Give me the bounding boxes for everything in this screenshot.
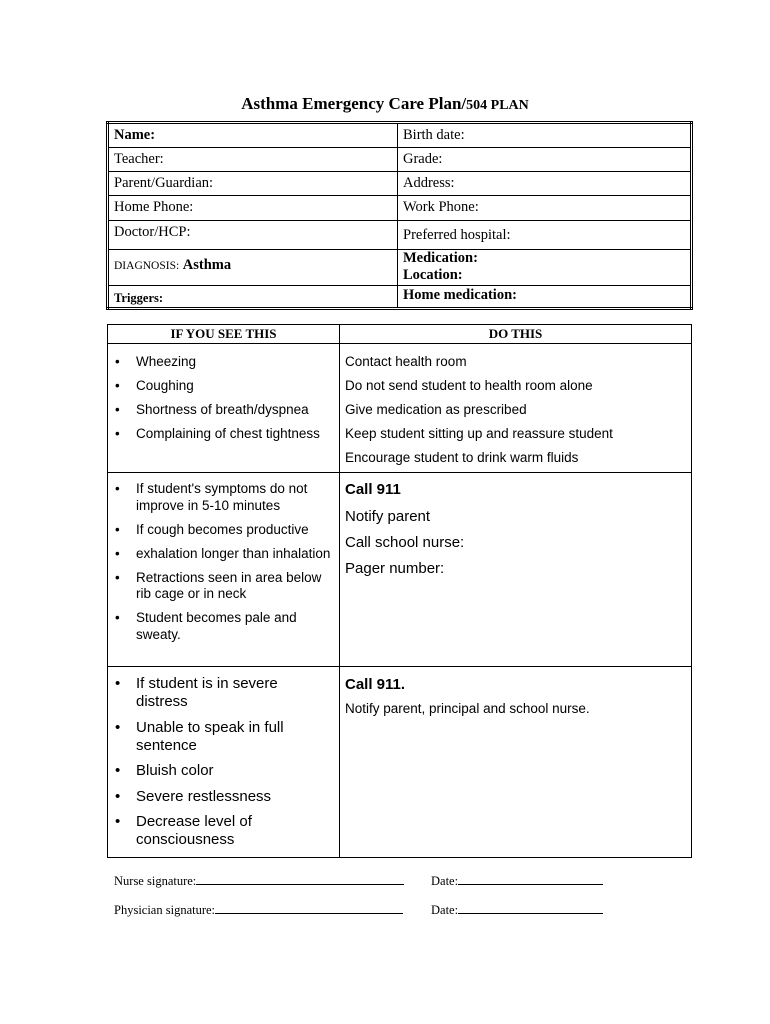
nurse-date-label: Date:: [431, 874, 459, 888]
symptom-item: • Severe restlessness: [108, 788, 339, 806]
header-do-this: DO THIS: [340, 325, 692, 344]
action-item: Call school nurse:: [345, 534, 465, 551]
symptom-item: • If student's symptoms do not improve in 5-10 minutes: [108, 481, 339, 514]
symptoms-cell: [108, 667, 340, 858]
action-list: [340, 667, 691, 718]
care-row-mild: [108, 344, 692, 473]
physician-signature-line[interactable]: [215, 902, 403, 914]
triggers-field[interactable]: [108, 285, 398, 308]
triggers-label: Triggers:: [114, 291, 164, 305]
address-field[interactable]: Address:: [398, 172, 692, 196]
nurse-date: [431, 873, 603, 889]
symptom-item: • Unable to speak in full sentence: [108, 719, 339, 755]
symptom-list: [108, 473, 339, 643]
diagnosis-field[interactable]: [108, 249, 398, 285]
symptom-item: • Student becomes pale and sweaty.: [108, 610, 339, 643]
care-row-severe: [108, 667, 692, 858]
physician-date: [431, 902, 603, 918]
home-medication-field[interactable]: [398, 285, 692, 308]
diagnosis-value: Asthma: [182, 256, 232, 273]
actions-cell: [340, 667, 692, 858]
action-item: Notify parent, principal and school nurse.: [345, 701, 590, 716]
birth-date-field[interactable]: Birth date:: [398, 123, 692, 148]
physician-signature: [114, 902, 403, 918]
name-field[interactable]: [108, 123, 398, 148]
symptom-item: • exhalation longer than inhalation: [108, 546, 339, 563]
physician-date-line[interactable]: [458, 902, 603, 914]
action-list: [340, 473, 691, 582]
student-info-table: [106, 121, 693, 310]
symptom-item: • Retractions seen in area below rib cage or in neck: [108, 570, 339, 603]
medication-label: Medication:: [403, 249, 478, 266]
home-medication-label: Home medication:: [403, 286, 517, 303]
action-item: Give medication as prescribed: [345, 402, 527, 417]
symptom-item: • If student is in severe distress: [108, 675, 339, 711]
care-row-worsening: [108, 473, 692, 667]
parent-guardian-field[interactable]: Parent/Guardian:: [108, 172, 398, 196]
symptom-list: [108, 667, 339, 849]
nurse-signature-line[interactable]: [196, 873, 404, 885]
actions-cell: [340, 473, 692, 667]
work-phone-field[interactable]: Work Phone:: [398, 196, 692, 220]
nurse-date-line[interactable]: [458, 873, 603, 885]
location-label: Location:: [403, 266, 463, 283]
physician-date-label: Date:: [431, 903, 459, 917]
physician-signature-label: Physician signature:: [114, 903, 216, 917]
action-item: Do not send student to health room alone: [345, 378, 593, 393]
action-item: Keep student sitting up and reassure student: [345, 426, 613, 441]
action-item-call-911: Call 911: [345, 481, 401, 498]
nurse-signature-label: Nurse signature:: [114, 874, 197, 888]
symptom-item: • Shortness of breath/dyspnea: [108, 398, 339, 422]
symptom-item: • Bluish color: [108, 762, 339, 780]
action-item-call-911: Call 911.: [345, 676, 406, 693]
diagnosis-label: DIAGNOSIS:: [114, 259, 180, 272]
action-item: Pager number:: [345, 560, 445, 577]
doctor-field[interactable]: Doctor/HCP:: [108, 220, 398, 249]
name-label: Name:: [114, 127, 156, 143]
symptoms-cell: [108, 344, 340, 473]
action-item: Notify parent: [345, 508, 431, 525]
action-list: [340, 344, 691, 470]
home-phone-field[interactable]: Home Phone:: [108, 196, 398, 220]
hospital-field[interactable]: Preferred hospital:: [398, 220, 692, 249]
header-if-you-see-this: IF YOU SEE THIS: [108, 325, 340, 344]
teacher-field[interactable]: Teacher:: [108, 148, 398, 172]
symptom-item: • Decrease level of consciousness: [108, 813, 339, 849]
action-item: Encourage student to drink warm fluids: [345, 450, 579, 465]
action-item: Contact health room: [345, 354, 467, 369]
title-main: Asthma Emergency Care Plan/: [241, 94, 467, 113]
symptoms-cell: [108, 473, 340, 667]
actions-cell: [340, 344, 692, 473]
page-title: [0, 94, 770, 114]
title-suffix: 504 PLAN: [466, 98, 529, 113]
medication-field[interactable]: [398, 249, 692, 285]
nurse-signature: [114, 873, 404, 889]
symptom-item: • Complaining of chest tightness: [108, 422, 339, 446]
symptom-list: [108, 344, 339, 446]
symptom-item: • Coughing: [108, 374, 339, 398]
symptom-item: • Wheezing: [108, 350, 339, 374]
symptom-item: • If cough becomes productive: [108, 522, 339, 539]
care-plan-table: [107, 324, 692, 858]
grade-field[interactable]: Grade:: [398, 148, 692, 172]
